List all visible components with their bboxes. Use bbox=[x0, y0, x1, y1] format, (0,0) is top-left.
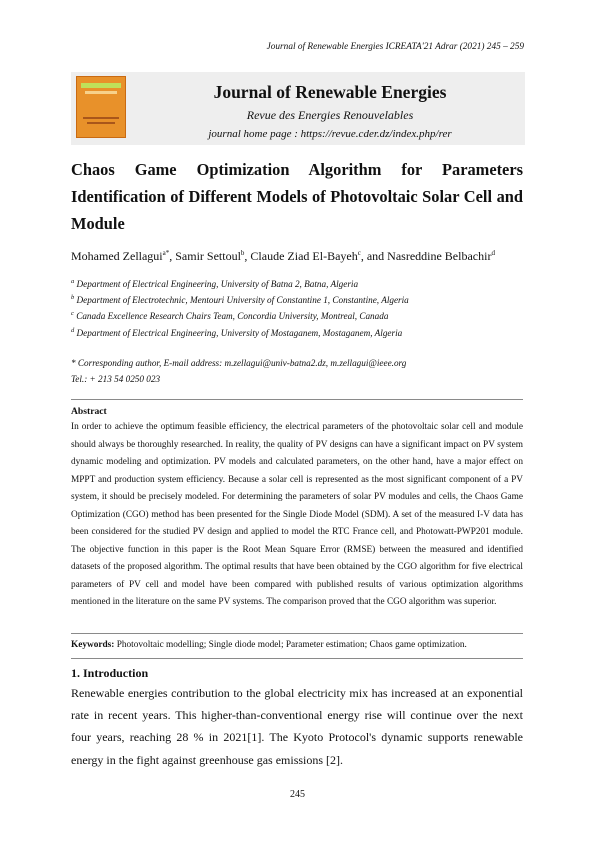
page-number: 245 bbox=[290, 789, 305, 800]
author-superscript: a* bbox=[162, 249, 170, 257]
author-separator: , bbox=[169, 249, 176, 263]
affiliation-text: Department of Electrotechnic, Mentouri University of Constantine 1, Constantine, Algeria bbox=[76, 295, 409, 306]
keywords-text: Photovoltaic modelling; Single diode model; Parameter estimation; Chaos game optimization. bbox=[114, 640, 467, 650]
abstract-text: In order to achieve the optimum feasible efficiency, the electrical parameters of the photovoltaic solar cell and module should always be thoroughly researched. In reality, the quality of PV designs can have a significant impact on PV system dynamic modeling and optimization. PV models and calculated parameters, on the other hand, have a major effect on MPPT and production system efficiency. Because a solar cell is represented as the most significant component of a PV system, it should be precisely modeled. For determining the parameters of solar PV modules and cells, the Chaos Game Optimization (CGO) method has been presented for the Single Diode Model (SDM). A set of the measured I-V data has been considered for the studied PV design and applied to model the RTC France cell, and Photowatt-PWP201 module. The objective function in this paper is the Root Mean Square Error (RMSE) between the measured and identified datasets of the proposed algorithm. The optimal results that have been obtained by the CGO algorithm for five electrical parameters of PV cell and model have been compared with published results of various optimization algorithms mentioned in the literature on the same PV systems. The comparison proved that the CGO algorithm was superior. bbox=[71, 422, 523, 607]
divider bbox=[71, 633, 523, 634]
paper-title-line-3: Module bbox=[71, 214, 125, 233]
section-heading-introduction: 1. Introduction bbox=[71, 666, 149, 680]
author-list bbox=[71, 249, 495, 264]
affiliation-marker: d bbox=[71, 327, 75, 334]
affiliation-marker: b bbox=[71, 294, 75, 301]
paper-title-line-2: Identification of Different Models of Photovoltaic Solar Cell and bbox=[71, 187, 523, 206]
author-name: Mohamed Zellagui bbox=[71, 249, 163, 263]
journal-subtitle: Revue des Energies Renouvelables bbox=[246, 108, 414, 122]
running-head: Journal of Renewable Energies ICREATA'21 Adrar (2021) 245 – 259 bbox=[266, 42, 524, 52]
divider bbox=[71, 658, 523, 659]
affiliation-marker: a bbox=[71, 278, 75, 285]
affiliation bbox=[71, 278, 358, 289]
affiliation-marker: c bbox=[71, 310, 74, 317]
keywords-label: Keywords: bbox=[71, 640, 115, 650]
affiliation bbox=[71, 310, 388, 321]
author-superscript: d bbox=[491, 249, 495, 257]
author-name: Nasreddine Belbachir bbox=[387, 249, 492, 263]
affiliation bbox=[71, 294, 409, 305]
divider bbox=[71, 399, 523, 400]
affiliation-text: Canada Excellence Research Chairs Team, Concordia University, Montreal, Canada bbox=[76, 311, 389, 322]
author-superscript: b bbox=[240, 249, 245, 257]
author-separator: , bbox=[244, 249, 251, 263]
journal-cover-thumbnail bbox=[76, 76, 126, 138]
corresponding-author-email: * Corresponding author, E-mail address: m.zellagui@univ-batna2.dz, m.zellagui@ieee.org bbox=[71, 358, 407, 368]
author-name: Claude Ziad El-Bayeh bbox=[250, 249, 358, 263]
paper-title-line-1: Chaos Game Optimization Algorithm for Parameters bbox=[71, 160, 523, 179]
affiliation-text: Department of Electrical Engineering, University of Batna 2, Batna, Algeria bbox=[76, 279, 359, 290]
journal-name: Journal of Renewable Energies bbox=[213, 82, 447, 102]
corresponding-author-phone: Tel.: + 213 54 0250 023 bbox=[71, 374, 161, 384]
author-name: Samir Settoul bbox=[175, 249, 241, 263]
journal-homepage-link[interactable]: journal home page : https://revue.cder.dz/index.php/rer bbox=[208, 128, 452, 140]
author-superscript: c bbox=[357, 249, 361, 257]
introduction-text: Renewable energies contribution to the global electricity mix has increased at an exponential rate in recent years. This higher-than-conventional energy rise will continue over the next four years, reaching 28 % in 2021[1]. The Kyoto Protocol's dynamic supports renewable energy in the fight against greenhouse gas emissions [2]. bbox=[71, 686, 523, 767]
keywords bbox=[71, 640, 523, 650]
affiliation bbox=[71, 327, 402, 338]
author-separator: , and bbox=[360, 249, 388, 263]
affiliation-text: Department of Electrical Engineering, University of Mostaganem, Mostaganem, Algeria bbox=[76, 328, 403, 339]
abstract-heading: Abstract bbox=[71, 406, 107, 417]
